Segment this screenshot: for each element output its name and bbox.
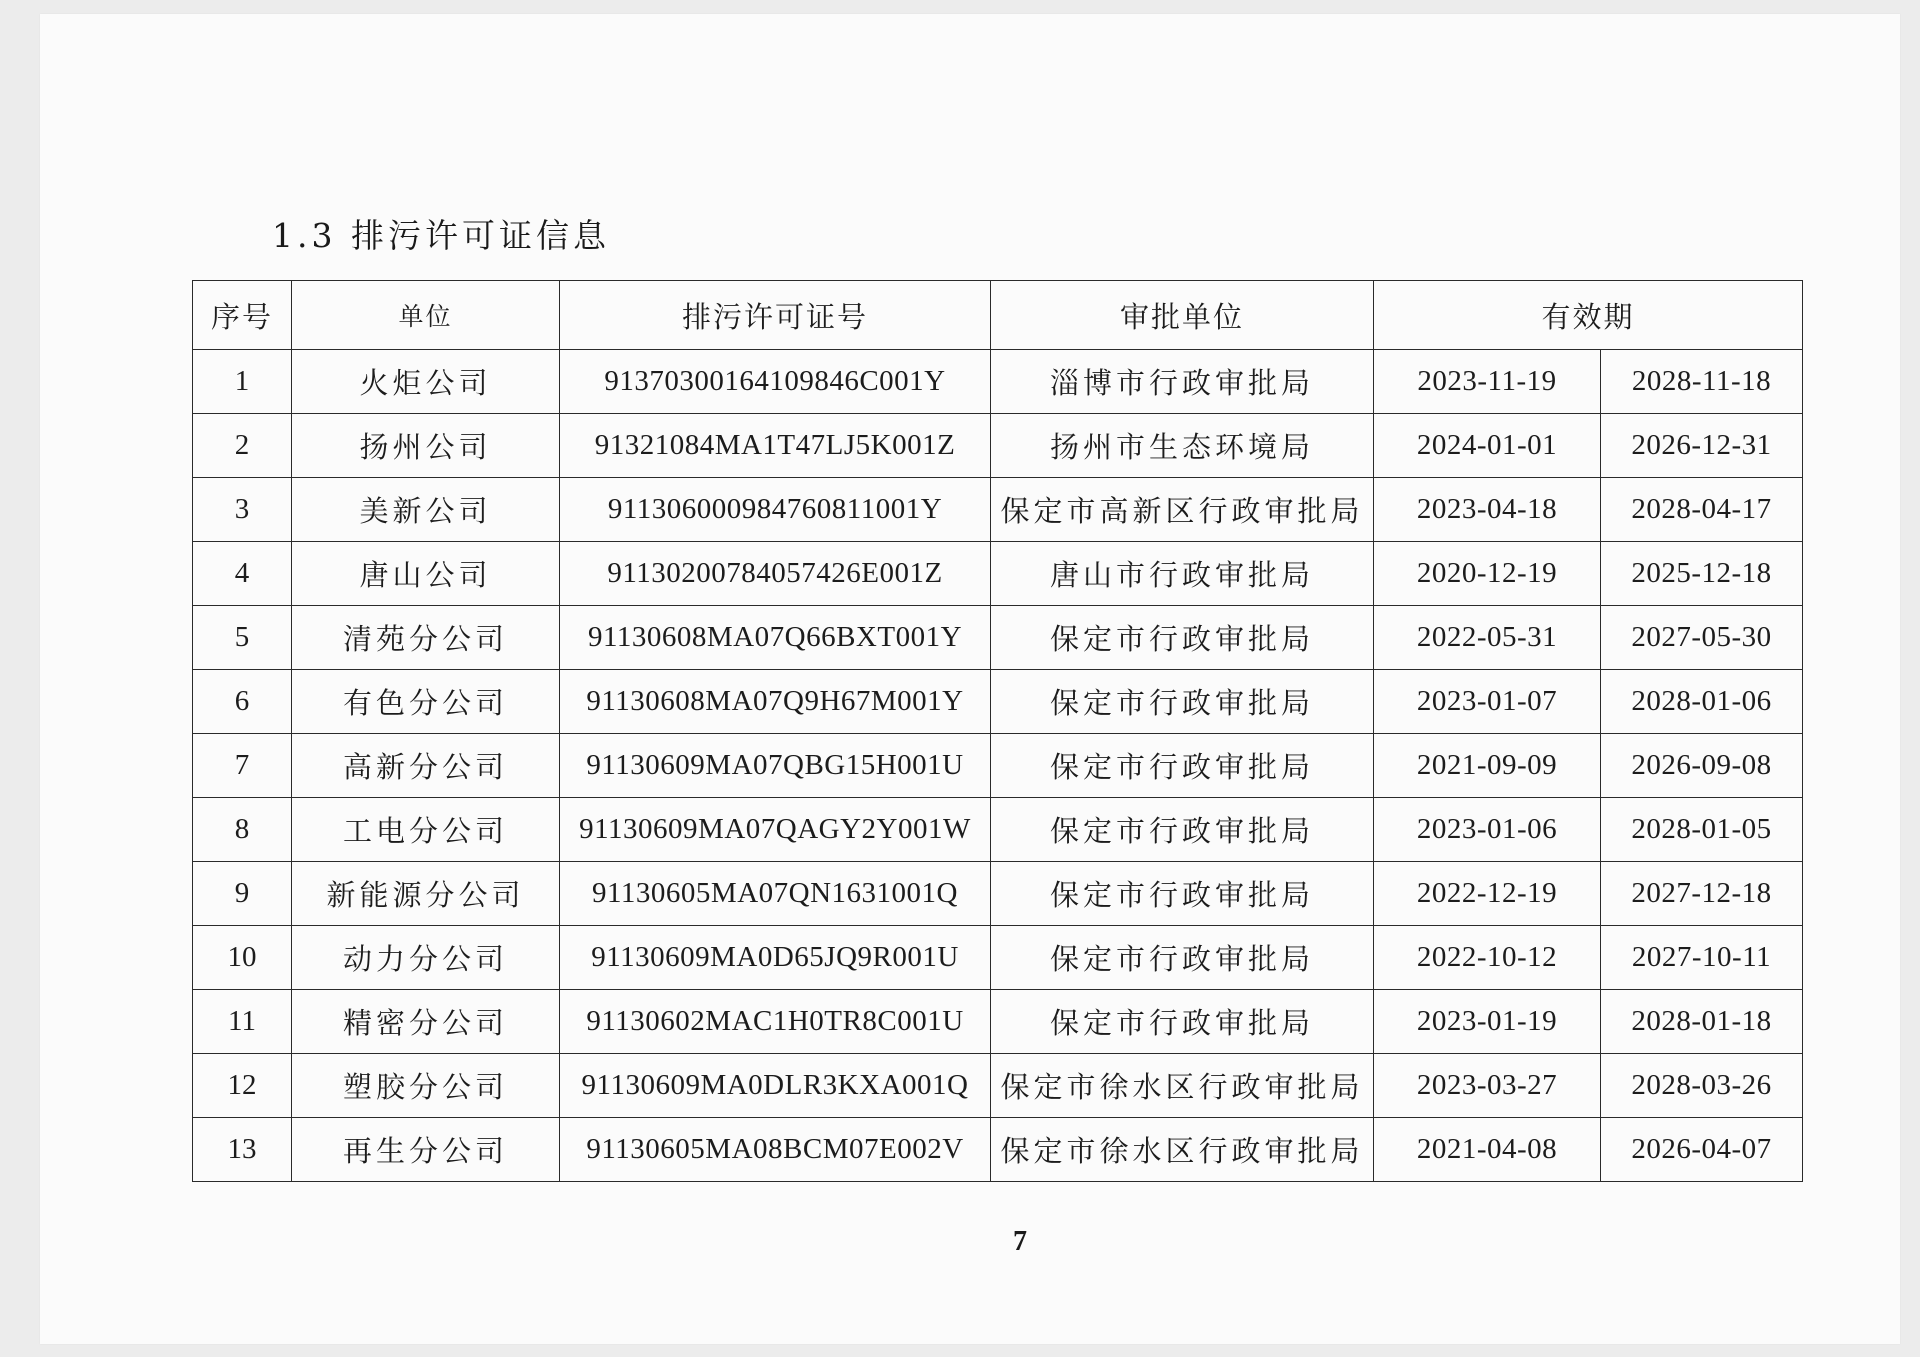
cell-valid-from: 2022-05-31 bbox=[1374, 606, 1601, 670]
cell-unit: 火炬公司 bbox=[292, 350, 560, 414]
table-row bbox=[193, 670, 1803, 734]
cell-unit: 清苑分公司 bbox=[292, 606, 560, 670]
header-unit: 单位 bbox=[292, 281, 560, 350]
table-row bbox=[193, 414, 1803, 478]
cell-authority: 保定市行政审批局 bbox=[991, 606, 1374, 670]
table-row bbox=[193, 606, 1803, 670]
cell-license: 91130609MA0DLR3KXA001Q bbox=[560, 1054, 991, 1118]
cell-no: 8 bbox=[193, 798, 292, 862]
cell-valid-from: 2023-03-27 bbox=[1374, 1054, 1601, 1118]
table-row bbox=[193, 350, 1803, 414]
cell-valid-from: 2022-10-12 bbox=[1374, 926, 1601, 990]
cell-valid-to: 2025-12-18 bbox=[1601, 542, 1803, 606]
cell-authority: 保定市行政审批局 bbox=[991, 862, 1374, 926]
cell-license: 91370300164109846C001Y bbox=[560, 350, 991, 414]
cell-unit: 唐山公司 bbox=[292, 542, 560, 606]
cell-no: 5 bbox=[193, 606, 292, 670]
table-row bbox=[193, 990, 1803, 1054]
cell-unit: 动力分公司 bbox=[292, 926, 560, 990]
table-row bbox=[193, 862, 1803, 926]
cell-license: 91130605MA07QN1631001Q bbox=[560, 862, 991, 926]
cell-no: 9 bbox=[193, 862, 292, 926]
cell-valid-to: 2026-09-08 bbox=[1601, 734, 1803, 798]
cell-no: 2 bbox=[193, 414, 292, 478]
table-row bbox=[193, 734, 1803, 798]
cell-authority: 保定市行政审批局 bbox=[991, 734, 1374, 798]
table-body bbox=[193, 350, 1803, 1182]
table-row bbox=[193, 478, 1803, 542]
cell-valid-to: 2028-03-26 bbox=[1601, 1054, 1803, 1118]
cell-no: 3 bbox=[193, 478, 292, 542]
cell-license: 91130609MA07QAGY2Y001W bbox=[560, 798, 991, 862]
cell-unit: 塑胶分公司 bbox=[292, 1054, 560, 1118]
cell-valid-from: 2021-04-08 bbox=[1374, 1118, 1601, 1182]
cell-unit: 再生分公司 bbox=[292, 1118, 560, 1182]
cell-license: 91130609MA07QBG15H001U bbox=[560, 734, 991, 798]
cell-valid-to: 2028-04-17 bbox=[1601, 478, 1803, 542]
cell-no: 10 bbox=[193, 926, 292, 990]
cell-unit: 扬州公司 bbox=[292, 414, 560, 478]
cell-no: 6 bbox=[193, 670, 292, 734]
cell-valid-to: 2028-01-05 bbox=[1601, 798, 1803, 862]
cell-no: 11 bbox=[193, 990, 292, 1054]
table-row bbox=[193, 1118, 1803, 1182]
cell-license: 91130200784057426E001Z bbox=[560, 542, 991, 606]
cell-unit: 美新公司 bbox=[292, 478, 560, 542]
cell-valid-from: 2022-12-19 bbox=[1374, 862, 1601, 926]
cell-valid-from: 2023-04-18 bbox=[1374, 478, 1601, 542]
cell-unit: 有色分公司 bbox=[292, 670, 560, 734]
cell-unit: 精密分公司 bbox=[292, 990, 560, 1054]
header-authority: 审批单位 bbox=[991, 281, 1374, 350]
cell-valid-from: 2023-01-06 bbox=[1374, 798, 1601, 862]
permit-table bbox=[192, 280, 1803, 1182]
cell-valid-from: 2024-01-01 bbox=[1374, 414, 1601, 478]
cell-valid-to: 2027-05-30 bbox=[1601, 606, 1803, 670]
cell-valid-from: 2020-12-19 bbox=[1374, 542, 1601, 606]
page-number: 7 bbox=[1013, 1226, 1027, 1257]
cell-license: 91130608MA07Q66BXT001Y bbox=[560, 606, 991, 670]
cell-unit: 新能源分公司 bbox=[292, 862, 560, 926]
document-page bbox=[40, 14, 1900, 1344]
table-row bbox=[193, 542, 1803, 606]
cell-license: 91321084MA1T47LJ5K001Z bbox=[560, 414, 991, 478]
cell-valid-to: 2028-01-06 bbox=[1601, 670, 1803, 734]
cell-valid-from: 2021-09-09 bbox=[1374, 734, 1601, 798]
table-row bbox=[193, 1054, 1803, 1118]
cell-authority: 保定市行政审批局 bbox=[991, 990, 1374, 1054]
cell-authority: 扬州市生态环境局 bbox=[991, 414, 1374, 478]
cell-authority: 保定市徐水区行政审批局 bbox=[991, 1118, 1374, 1182]
cell-valid-to: 2028-01-18 bbox=[1601, 990, 1803, 1054]
table-header-row bbox=[193, 281, 1803, 350]
cell-license: 91130608MA07Q9H67M001Y bbox=[560, 670, 991, 734]
cell-valid-to: 2028-11-18 bbox=[1601, 350, 1803, 414]
cell-no: 7 bbox=[193, 734, 292, 798]
cell-unit: 高新分公司 bbox=[292, 734, 560, 798]
header-license: 排污许可证号 bbox=[560, 281, 991, 350]
cell-license: 911306000984760811001Y bbox=[560, 478, 991, 542]
header-validity: 有效期 bbox=[1374, 281, 1803, 350]
cell-no: 1 bbox=[193, 350, 292, 414]
cell-authority: 保定市行政审批局 bbox=[991, 670, 1374, 734]
cell-authority: 保定市徐水区行政审批局 bbox=[991, 1054, 1374, 1118]
cell-valid-from: 2023-01-07 bbox=[1374, 670, 1601, 734]
cell-no: 13 bbox=[193, 1118, 292, 1182]
cell-authority: 淄博市行政审批局 bbox=[991, 350, 1374, 414]
table-row bbox=[193, 926, 1803, 990]
cell-license: 91130605MA08BCM07E002V bbox=[560, 1118, 991, 1182]
cell-license: 91130609MA0D65JQ9R001U bbox=[560, 926, 991, 990]
cell-authority: 保定市高新区行政审批局 bbox=[991, 478, 1374, 542]
cell-authority: 保定市行政审批局 bbox=[991, 926, 1374, 990]
cell-no: 12 bbox=[193, 1054, 292, 1118]
cell-authority: 保定市行政审批局 bbox=[991, 798, 1374, 862]
cell-unit: 工电分公司 bbox=[292, 798, 560, 862]
cell-license: 91130602MAC1H0TR8C001U bbox=[560, 990, 991, 1054]
table-row bbox=[193, 798, 1803, 862]
header-no: 序号 bbox=[193, 281, 292, 350]
section-title: 1.3 排污许可证信息 bbox=[272, 216, 610, 255]
cell-valid-from: 2023-11-19 bbox=[1374, 350, 1601, 414]
cell-valid-to: 2026-12-31 bbox=[1601, 414, 1803, 478]
cell-valid-to: 2027-10-11 bbox=[1601, 926, 1803, 990]
cell-no: 4 bbox=[193, 542, 292, 606]
cell-valid-to: 2027-12-18 bbox=[1601, 862, 1803, 926]
cell-valid-to: 2026-04-07 bbox=[1601, 1118, 1803, 1182]
cell-authority: 唐山市行政审批局 bbox=[991, 542, 1374, 606]
cell-valid-from: 2023-01-19 bbox=[1374, 990, 1601, 1054]
